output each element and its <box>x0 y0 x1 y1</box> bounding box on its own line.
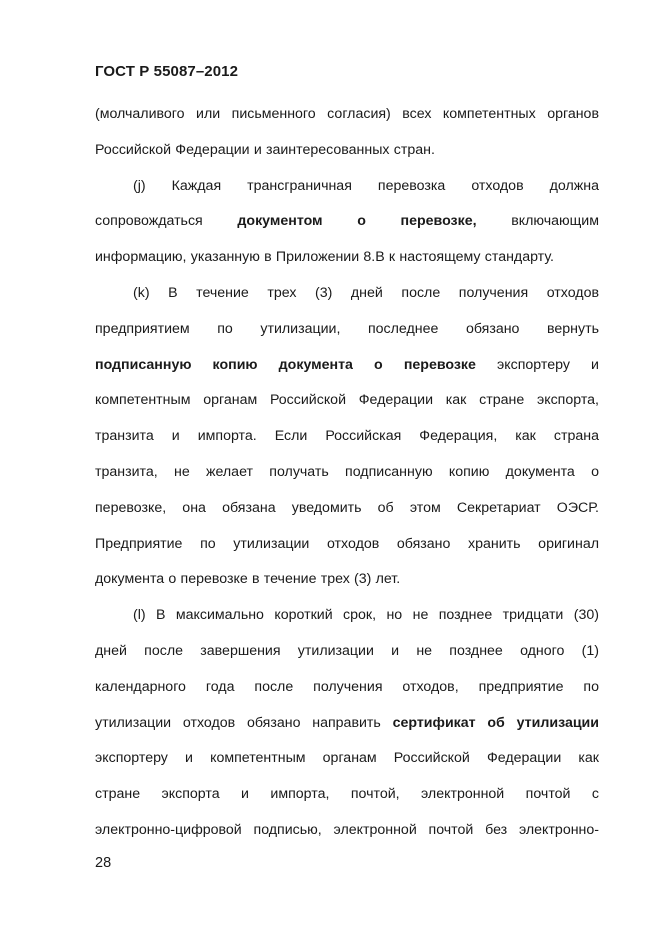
text-line: компетентным органам Российской Федерации как стране экспорта, <box>95 392 599 409</box>
emphasis-term: документом о перевозке, <box>237 213 477 230</box>
paragraph-l-first-line: (l) В максимально короткий срок, но не позднее тридцати (30) <box>133 607 599 624</box>
text-line: дней после завершения утилизации и не позднее одного (1) <box>95 642 599 659</box>
text-line: календарного года после получения отходов, предприятие по <box>95 678 599 695</box>
text-line: транзита, не желает получать подписанную копию документа о <box>95 463 599 480</box>
text-line: (молчаливого или письменного согласия) всех компетентных органов <box>95 106 599 122</box>
paragraph-k-first-line: (k) В течение трех (3) дней после получения отходов <box>133 284 599 301</box>
text-line: экспортеру и компетентным органам Российской Федерации как <box>95 750 599 767</box>
page-number: 28 <box>95 855 112 871</box>
text-line: Предприятие по утилизации отходов обязано хранить оригинал <box>95 535 599 552</box>
text-line: стране экспорта и импорта, почтой, электронной почтой с <box>95 786 599 803</box>
text-line: перевозке, она обязана уведомить об этом Секретариат ОЭСР. <box>95 499 599 516</box>
text-line: Российской Федерации и заинтересованных стран. <box>95 141 435 158</box>
body-text <box>95 104 599 856</box>
text-line: подписанную копию документа о перевозке экспортеру и <box>95 356 599 373</box>
text-line: электронно-цифровой подписью, электронной почтой без электронно- <box>95 821 599 838</box>
emphasis-term: сертификат об утилизации <box>392 714 599 731</box>
text-line: предприятием по утилизации, последнее обязано вернуть <box>95 320 599 337</box>
text-line: транзита и импорта. Если Российская Федерация, как страна <box>95 428 599 445</box>
text-line: утилизации отходов обязано направить сертификат об утилизации <box>95 714 599 731</box>
text-line: документа о перевозке в течение трех (3) лет. <box>95 571 401 588</box>
emphasis-term: подписанную копию документа о перевозке <box>95 356 476 373</box>
text-line: сопровождаться документом о перевозке, включающим <box>95 213 599 230</box>
text-line: информацию, указанную в Приложении 8.В к настоящему стандарту. <box>95 249 554 266</box>
standard-header: ГОСТ Р 55087–2012 <box>95 63 239 80</box>
paragraph-j-first-line: (j) Каждая трансграничная перевозка отходов должна <box>133 177 599 194</box>
